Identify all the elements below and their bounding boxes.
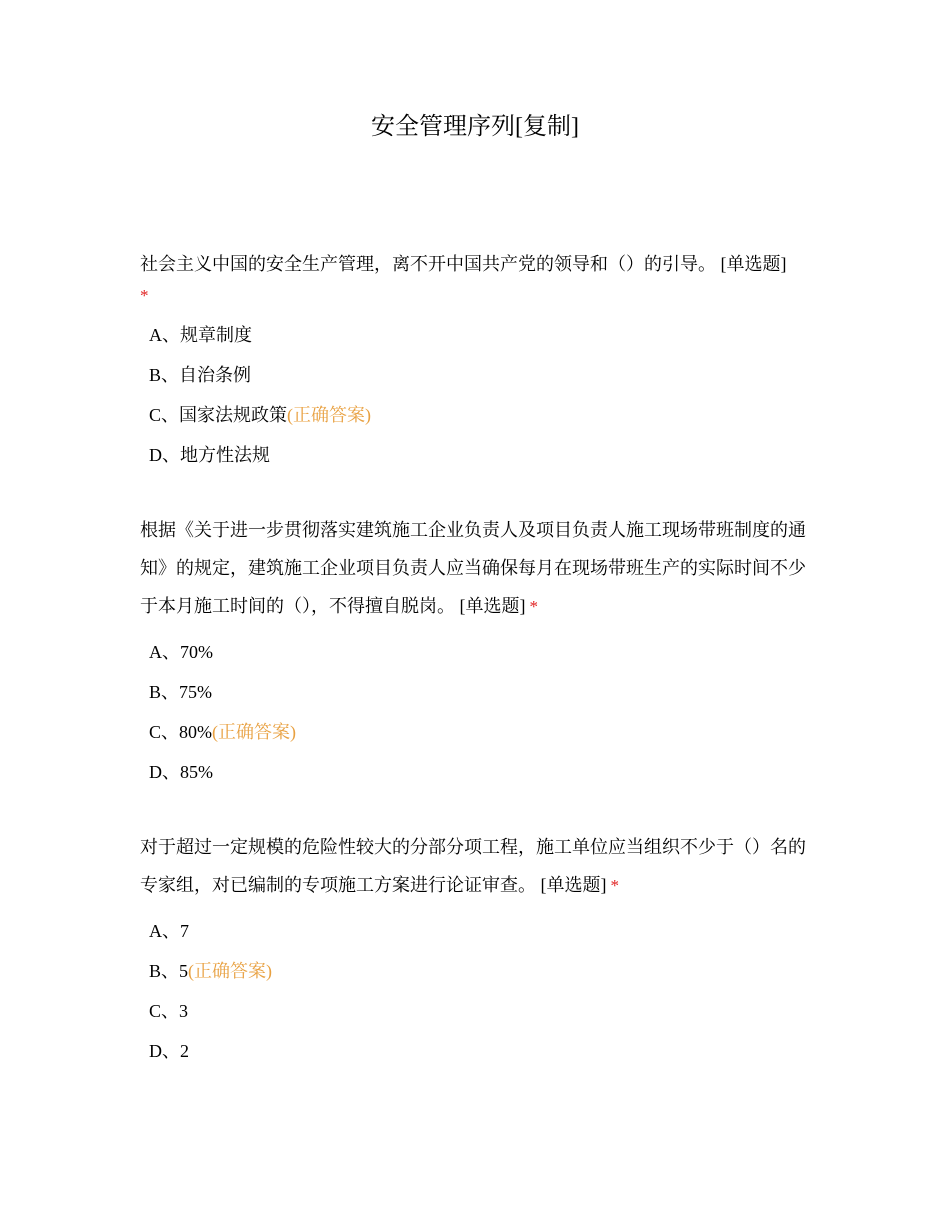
question-1-text: 社会主义中国的安全生产管理，离不开中国共产党的领导和（）的引导。 bbox=[140, 254, 716, 274]
question-3-correct-answer-mark: (正确答案) bbox=[188, 961, 273, 981]
question-2-option-a-text: A、70% bbox=[149, 642, 213, 662]
question-2-option-d bbox=[140, 752, 812, 792]
question-3-option-a-text: A、7 bbox=[149, 921, 189, 941]
question-3-text: 对于超过一定规模的危险性较大的分部分项工程，施工单位应当组织不少于（）名的专家组，对已编制的专项施工方案进行论证审查。 bbox=[140, 837, 806, 895]
question-2-text-block bbox=[140, 511, 812, 626]
question-3-option-c-text: C、3 bbox=[149, 1001, 189, 1021]
question-3-option-d bbox=[140, 1031, 812, 1071]
question-2 bbox=[140, 511, 812, 792]
question-2-required-mark: * bbox=[529, 597, 538, 616]
question-1-type-tag: [单选题] bbox=[720, 254, 787, 274]
question-3-option-b bbox=[140, 951, 812, 991]
question-3-option-d-text: D、2 bbox=[149, 1041, 189, 1061]
question-2-option-b-text: B、75% bbox=[149, 682, 212, 702]
question-3-required-mark: * bbox=[610, 876, 619, 895]
question-2-options bbox=[140, 632, 812, 792]
question-1-option-d-text: D、地方性法规 bbox=[149, 445, 270, 465]
question-3-type-tag: [单选题] bbox=[540, 875, 607, 895]
question-1-options bbox=[140, 315, 812, 475]
question-1-required-mark: * bbox=[140, 286, 149, 305]
question-1-text-block bbox=[140, 245, 812, 309]
question-2-option-c bbox=[140, 712, 812, 752]
question-2-option-b bbox=[140, 672, 812, 712]
question-3-option-a bbox=[140, 911, 812, 951]
question-1-option-a bbox=[140, 315, 812, 355]
question-2-option-c-text: C、80% bbox=[149, 722, 212, 742]
question-1-correct-answer-mark: (正确答案) bbox=[287, 405, 372, 425]
question-1-option-d bbox=[140, 435, 812, 475]
question-2-type-tag: [单选题] bbox=[459, 596, 526, 616]
question-1 bbox=[140, 245, 812, 475]
question-1-option-c-text: C、国家法规政策 bbox=[149, 405, 288, 425]
question-1-option-c bbox=[140, 395, 812, 435]
question-3-option-c bbox=[140, 991, 812, 1031]
question-2-correct-answer-mark: (正确答案) bbox=[212, 722, 296, 742]
question-1-option-a-text: A、规章制度 bbox=[149, 325, 252, 345]
question-2-option-d-text: D、85% bbox=[149, 762, 213, 782]
page-title: 安全管理序列[复制] bbox=[371, 114, 579, 140]
question-1-option-b bbox=[140, 355, 812, 395]
question-3-options bbox=[140, 911, 812, 1071]
question-3-option-b-text: B、5 bbox=[149, 961, 189, 981]
question-list bbox=[140, 245, 812, 1107]
question-2-option-a bbox=[140, 632, 812, 672]
question-1-option-b-text: B、自治条例 bbox=[149, 365, 252, 385]
question-3 bbox=[140, 828, 812, 1071]
question-3-text-block bbox=[140, 828, 812, 905]
question-2-text: 根据《关于进一步贯彻落实建筑施工企业负责人及项目负责人施工现场带班制度的通知》的规定，建筑施工企业项目负责人应当确保每月在现场带班生产的实际时间不少于本月施工时间的（），不得擅自脱岗。 bbox=[140, 520, 806, 616]
